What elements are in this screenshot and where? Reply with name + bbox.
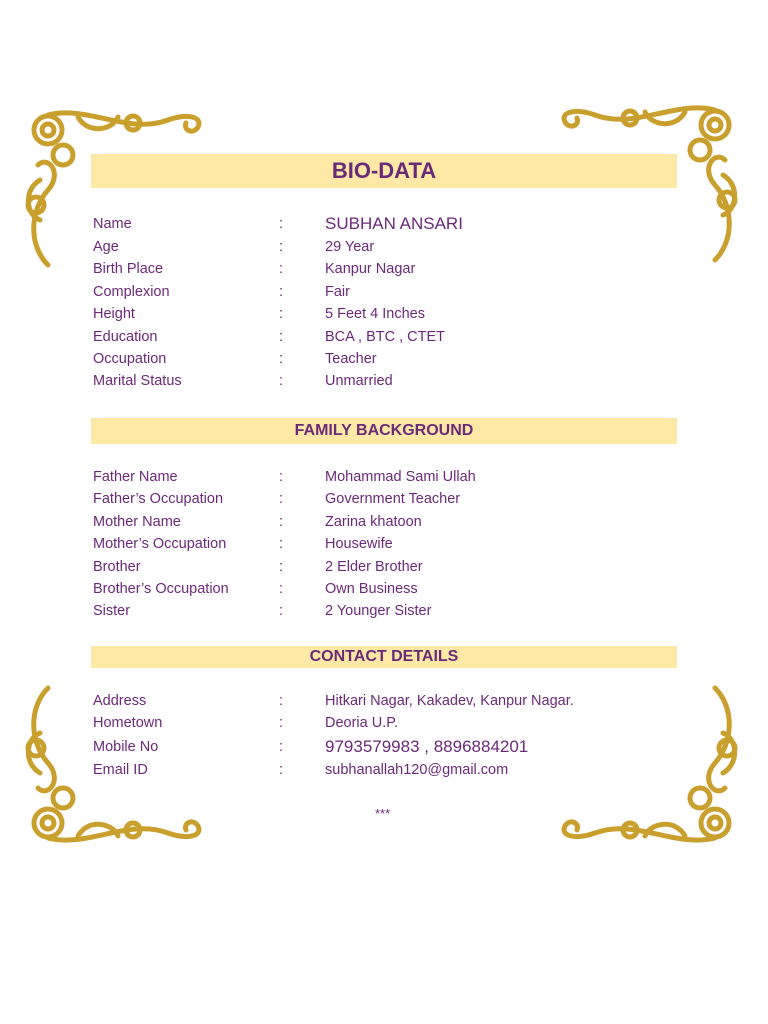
- detail-value: Unmarried: [325, 373, 393, 390]
- contact-details-heading: CONTACT DETAILS: [91, 646, 677, 668]
- detail-row: [93, 303, 693, 325]
- detail-separator: :: [279, 738, 284, 755]
- detail-label: Birth Place: [93, 261, 164, 278]
- detail-value: Hitkari Nagar, Kakadev, Kanpur Nagar.: [325, 693, 574, 709]
- detail-value: 29 Year: [325, 239, 375, 255]
- detail-row: [93, 578, 693, 600]
- detail-value: Teacher: [325, 350, 377, 367]
- detail-value: 2 Elder Brother: [325, 558, 423, 575]
- detail-value: Zarina khatoon: [325, 513, 422, 530]
- detail-row: [93, 511, 693, 533]
- detail-label: Sister: [93, 603, 131, 620]
- detail-row: [93, 326, 693, 348]
- detail-label: Occupation: [93, 350, 167, 367]
- detail-separator: :: [279, 603, 284, 620]
- detail-separator: :: [279, 513, 284, 530]
- detail-value: Housewife: [325, 536, 393, 553]
- detail-separator: :: [279, 239, 284, 255]
- detail-row: [93, 466, 693, 488]
- detail-label: Marital Status: [93, 373, 182, 390]
- detail-row: [93, 370, 693, 392]
- detail-label: Father Name: [93, 469, 178, 485]
- detail-value: Own Business: [325, 580, 418, 597]
- detail-value: Fair: [325, 283, 350, 300]
- detail-separator: :: [279, 693, 284, 709]
- detail-value: BCA , BTC , CTET: [325, 328, 446, 345]
- detail-label: Address: [93, 693, 147, 709]
- detail-row: [93, 690, 693, 712]
- detail-value: Government Teacher: [325, 491, 461, 508]
- detail-separator: :: [279, 580, 284, 597]
- detail-row: [93, 759, 693, 781]
- detail-separator: :: [279, 373, 284, 390]
- detail-separator: :: [279, 261, 284, 278]
- detail-label: Mother’s Occupation: [93, 536, 227, 553]
- footer-stars: ***: [375, 806, 391, 821]
- detail-row: [93, 533, 693, 555]
- detail-separator: :: [279, 761, 284, 778]
- detail-value: 9793579983 , 8896884201: [325, 736, 529, 756]
- family-background-section: [93, 466, 693, 623]
- detail-label: Complexion: [93, 283, 170, 300]
- detail-label: Father’s Occupation: [93, 491, 224, 508]
- detail-label: Name: [93, 216, 132, 232]
- detail-row: [93, 735, 693, 759]
- detail-label: Mother Name: [93, 513, 181, 530]
- detail-separator: :: [279, 491, 284, 508]
- detail-value: 2 Younger Sister: [325, 603, 432, 620]
- detail-label: Email ID: [93, 761, 148, 778]
- detail-value: SUBHAN ANSARI: [325, 214, 463, 233]
- detail-value: 5 Feet 4 Inches: [325, 306, 425, 323]
- detail-label: Mobile No: [93, 738, 159, 755]
- detail-separator: :: [279, 469, 284, 485]
- detail-value: Kanpur Nagar: [325, 261, 416, 278]
- detail-label: Hometown: [93, 715, 163, 732]
- detail-row: [93, 600, 693, 622]
- detail-row: [93, 712, 693, 734]
- detail-separator: :: [279, 283, 284, 300]
- detail-row: [93, 488, 693, 510]
- detail-label: Brother: [93, 558, 141, 575]
- detail-separator: :: [279, 536, 284, 553]
- contact-details-section: [93, 690, 693, 781]
- detail-row: [93, 236, 693, 258]
- detail-row: [93, 556, 693, 578]
- detail-label: Age: [93, 239, 119, 255]
- detail-row: [93, 281, 693, 303]
- page-title: BIO-DATA: [91, 154, 677, 188]
- email-link[interactable]: subhanallah120@gmail.com: [325, 761, 509, 778]
- family-background-heading: FAMILY BACKGROUND: [91, 418, 677, 444]
- detail-label: Brother’s Occupation: [93, 580, 229, 597]
- detail-value: Deoria U.P.: [325, 715, 399, 732]
- detail-row: [93, 212, 693, 236]
- detail-separator: :: [279, 216, 284, 232]
- detail-row: [93, 258, 693, 280]
- detail-separator: :: [279, 350, 284, 367]
- detail-separator: :: [279, 306, 284, 323]
- detail-value: Mohammad Sami Ullah: [325, 469, 476, 485]
- detail-label: Education: [93, 328, 158, 345]
- detail-separator: :: [279, 558, 284, 575]
- personal-details-section: [93, 212, 693, 393]
- detail-separator: :: [279, 328, 284, 345]
- detail-label: Height: [93, 306, 135, 323]
- detail-row: [93, 348, 693, 370]
- detail-separator: :: [279, 715, 284, 732]
